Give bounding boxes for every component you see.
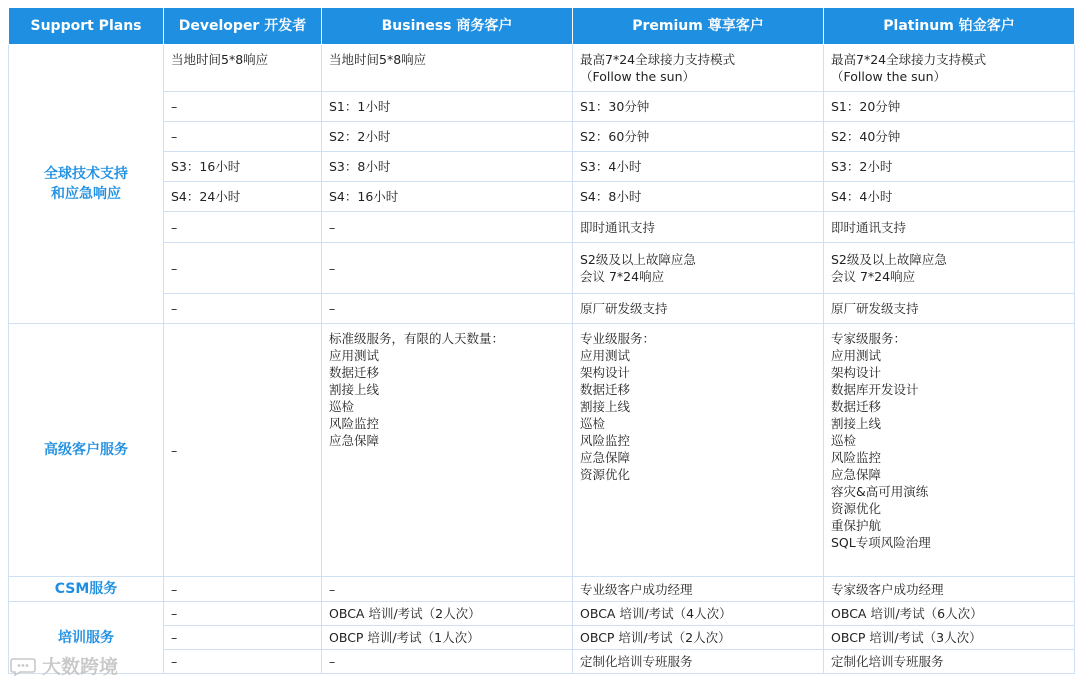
table-cell: S4：24小时 [164,182,322,212]
table-cell: – [164,626,322,650]
category-advanced-service: 高级客户服务 [9,324,164,577]
table-cell: – [164,294,322,324]
table-cell: – [164,212,322,243]
table-cell: – [164,243,322,294]
table-cell: S2：60分钟 [573,122,824,152]
table-cell: 原厂研发级支持 [573,294,824,324]
table-cell: S1：20分钟 [824,92,1075,122]
table-cell: S3：8小时 [322,152,573,182]
category-global-support: 全球技术支持 和应急响应 [9,45,164,324]
table-cell: OBCP 培训/考试（3人次） [824,626,1075,650]
table-cell: – [164,602,322,626]
table-cell: OBCP 培训/考试（1人次） [322,626,573,650]
header-support-plans: Support Plans [9,8,164,45]
table-row [9,152,1075,182]
table-cell: – [322,650,573,674]
table-cell: – [322,577,573,602]
table-cell: S1：1小时 [322,92,573,122]
table-cell: 最高7*24全球接力支持模式 （Follow the sun） [573,45,824,92]
table-cell: S2：2小时 [322,122,573,152]
table-cell: S3：2小时 [824,152,1075,182]
table-row [9,650,1075,674]
table-cell: – [322,294,573,324]
table-cell: 原厂研发级支持 [824,294,1075,324]
table-cell: S4：4小时 [824,182,1075,212]
table-cell: – [164,577,322,602]
table-row [9,182,1075,212]
table-cell: 专业级客户成功经理 [573,577,824,602]
table-cell: 即时通讯支持 [573,212,824,243]
table-cell: S2：40分钟 [824,122,1075,152]
table-cell: – [164,324,322,577]
table-cell: OBCA 培训/考试（6人次） [824,602,1075,626]
table-cell: 最高7*24全球接力支持模式 （Follow the sun） [824,45,1075,92]
category-csm: CSM服务 [9,577,164,602]
chat-bubble-logo-icon [10,656,36,676]
header-premium: Premium 尊享客户 [573,8,824,45]
table-row [9,602,1075,626]
header-business: Business 商务客户 [322,8,573,45]
table-cell: 专家级客户成功经理 [824,577,1075,602]
table-cell: S4：8小时 [573,182,824,212]
table-cell: S1：30分钟 [573,92,824,122]
table-cell: – [322,212,573,243]
table-cell: S3：16小时 [164,152,322,182]
header-platinum: Platinum 铂金客户 [824,8,1075,45]
table-cell: OBCP 培训/考试（2人次） [573,626,824,650]
table-row [9,92,1075,122]
table-cell: OBCA 培训/考试（4人次） [573,602,824,626]
watermark-text: 大数跨境 [42,656,119,678]
table-row [9,243,1075,294]
table-cell: 专业级服务： 应用测试 架构设计 数据迁移 割接上线 巡检 风险监控 应急保障 资源优化 [573,324,824,577]
table-cell: 定制化培训专班服务 [573,650,824,674]
table-row [9,122,1075,152]
table-cell: S3：4小时 [573,152,824,182]
table-cell: 专家级服务： 应用测试 架构设计 数据库开发设计 数据迁移 割接上线 巡检 风险监控 应急保障 容灾&高可用演练 资源优化 重保护航 SQL专项风险治理 [824,324,1075,577]
table-cell: 当地时间5*8响应 [164,45,322,92]
table-cell: 定制化培训专班服务 [824,650,1075,674]
table-cell: 即时通讯支持 [824,212,1075,243]
table-cell: S4：16小时 [322,182,573,212]
table-row [9,212,1075,243]
table-cell: – [164,122,322,152]
header-row [9,8,1075,45]
header-developer: Developer 开发者 [164,8,322,45]
table-cell: 当地时间5*8响应 [322,45,573,92]
table-row [9,294,1075,324]
table-cell: S2级及以上故障应急 会议 7*24响应 [824,243,1075,294]
watermark [10,652,118,679]
table-cell: 标准级服务，有限的人天数量： 应用测试 数据迁移 割接上线 巡检 风险监控 应急保障 [322,324,573,577]
table-cell: – [322,243,573,294]
category-training: 培训服务 [9,602,164,674]
table-cell: OBCA 培训/考试（2人次） [322,602,573,626]
table-row [9,626,1075,650]
table-cell: S2级及以上故障应急 会议 7*24响应 [573,243,824,294]
table-row [9,45,1075,92]
table-row [9,324,1075,577]
table-cell: – [164,92,322,122]
table-cell: – [164,650,322,674]
support-plans-table [8,7,1075,674]
table-row [9,577,1075,602]
